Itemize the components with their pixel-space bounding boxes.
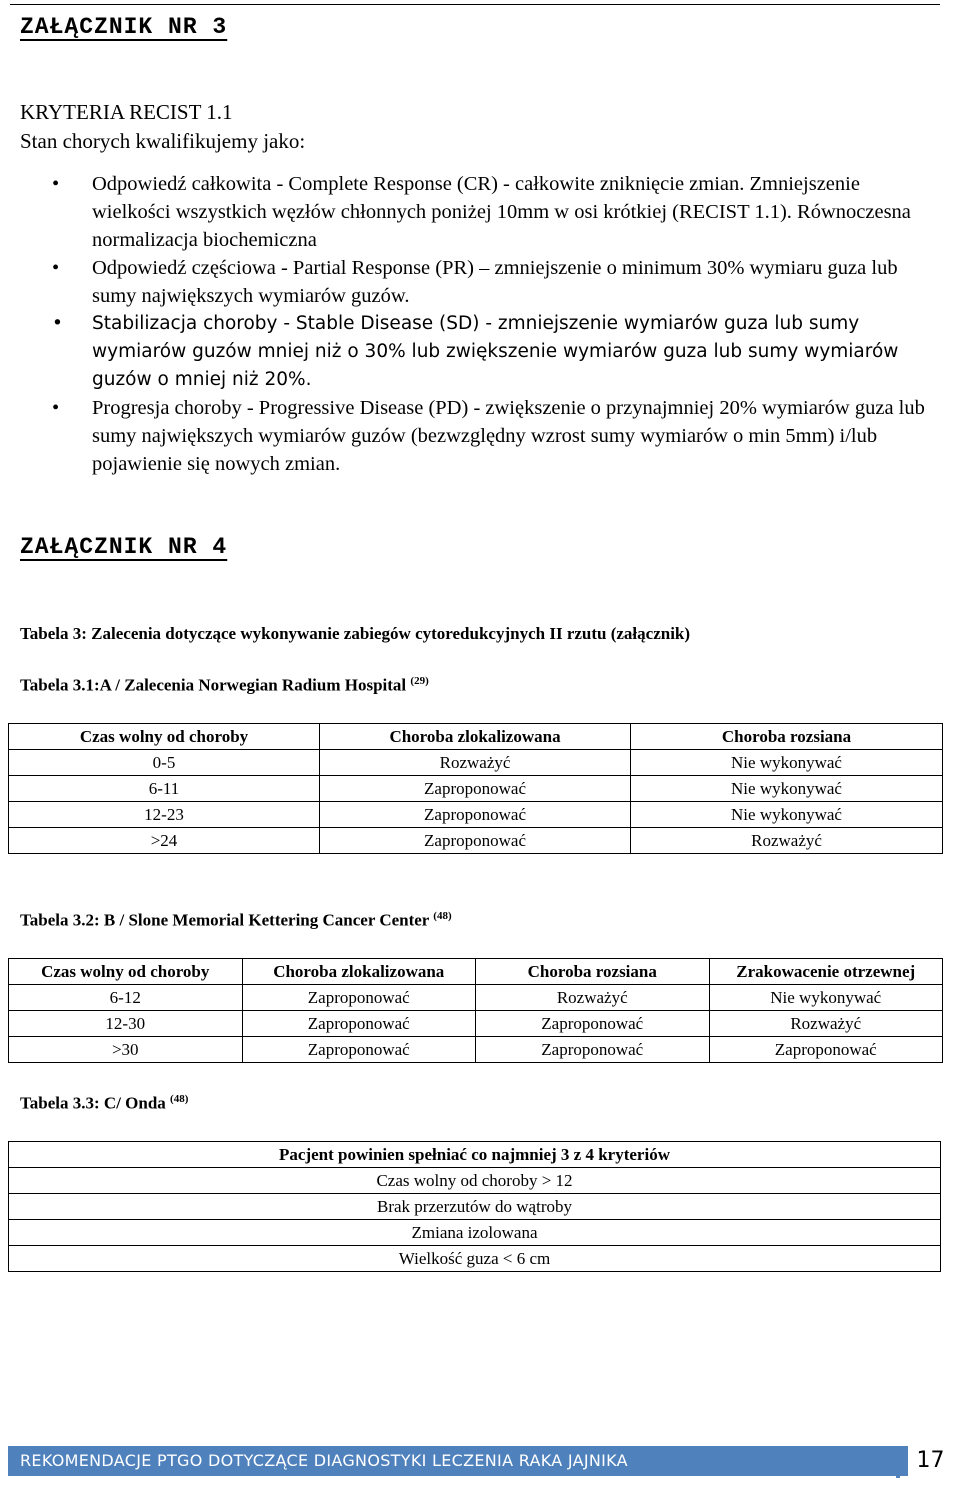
table-31-ref: (29): [410, 675, 429, 687]
column-header: Choroba zlokalizowana: [242, 959, 476, 985]
table-header-row: [9, 959, 943, 985]
list-item: [0, 394, 940, 478]
table-cell: Nie wykonywać: [631, 750, 943, 776]
table-cell: Zaproponować: [242, 985, 476, 1011]
column-header: Choroba rozsiana: [631, 724, 943, 750]
table-cell: Wielkość guza < 6 cm: [9, 1246, 941, 1272]
footer-divider: [896, 1446, 900, 1478]
annex-3-title: ZAŁĄCZNIK NR 3: [20, 14, 228, 40]
table-row: [9, 750, 943, 776]
footer-bar: REKOMENDACJE PTGO DOTYCZĄCE DIAGNOSTYKI LECZENIA RAKA JAJNIKA: [8, 1446, 908, 1476]
table-31: [8, 723, 943, 854]
table-cell: Zaproponować: [320, 828, 631, 854]
bullet-icon: •: [52, 397, 60, 419]
table-cell: 6-12: [9, 985, 243, 1011]
table-cell: >30: [9, 1037, 243, 1063]
table-cell: 12-30: [9, 1011, 243, 1037]
table-33-ref: (48): [170, 1093, 189, 1105]
table-32-caption-text: Tabela 3.2: B / Slone Memorial Kettering Cancer Center: [20, 910, 430, 930]
table-cell: Rozważyć: [320, 750, 631, 776]
column-header: Czas wolny od choroby: [9, 724, 320, 750]
table-cell: Zaproponować: [320, 802, 631, 828]
table-row: [9, 985, 943, 1011]
column-header: Choroba zlokalizowana: [320, 724, 631, 750]
bullet-icon: •: [52, 257, 60, 279]
table-cell: Zaproponować: [320, 776, 631, 802]
table-cell: Zaproponować: [709, 1037, 943, 1063]
table-row: [9, 828, 943, 854]
table-cell: >24: [9, 828, 320, 854]
bullet-icon: •: [52, 313, 63, 334]
table-header-row: [9, 724, 943, 750]
table-cell: Zaproponować: [476, 1037, 710, 1063]
column-header: Zrakowacenie otrzewnej: [709, 959, 943, 985]
intro-text: Stan chorych kwalifikujemy jako:: [20, 129, 306, 153]
table-3-caption: Tabela 3: Zalecenia dotyczące wykonywanie zabiegów cytoredukcyjnych II rzutu (załącznik): [20, 624, 691, 643]
table-cell: Czas wolny od choroby > 12: [9, 1168, 941, 1194]
table-header-row: [9, 1142, 941, 1168]
table-cell: Rozważyć: [476, 985, 710, 1011]
criterion-cr: Odpowiedź całkowita - Complete Response (CR) - całkowite zniknięcie zmian. Zmniejszenie wielkości wszystkich węzłów chłonnych poniżej 10mm w osi krótkiej (RECIST 1.1). Równoczesna normalizacja biochemiczna: [92, 173, 911, 251]
table-cell: Nie wykonywać: [631, 776, 943, 802]
list-item: [0, 254, 940, 310]
table-row: [9, 1220, 941, 1246]
table-33-caption-text: Tabela 3.3: C/ Onda: [20, 1093, 166, 1113]
recist-criteria-list: [0, 170, 940, 478]
table-32-caption: [20, 910, 452, 931]
table-cell: 12-23: [9, 802, 320, 828]
table-cell: Nie wykonywać: [631, 802, 943, 828]
column-header: Pacjent powinien spełniać co najmniej 3 z 4 kryteriów: [9, 1142, 941, 1168]
table-cell: 0-5: [9, 750, 320, 776]
table-row: [9, 776, 943, 802]
table-cell: Zaproponować: [242, 1011, 476, 1037]
table-32-ref: (48): [433, 910, 452, 922]
table-cell: Zaproponować: [476, 1011, 710, 1037]
table-row: [9, 802, 943, 828]
table-31-caption-text: Tabela 3.1:A / Zalecenia Norwegian Radium Hospital: [20, 675, 407, 695]
criterion-pr: Odpowiedź częściowa - Partial Response (PR) – zmniejszenie o minimum 30% wymiaru guza lub sumy największych wymiarów guzów.: [92, 257, 898, 307]
column-header: Czas wolny od choroby: [9, 959, 243, 985]
table-cell: Rozważyć: [631, 828, 943, 854]
table-row: [9, 1194, 941, 1220]
table-row: [9, 1246, 941, 1272]
table-32: [8, 958, 943, 1063]
recist-title: KRYTERIA RECIST 1.1: [20, 100, 233, 124]
list-item: [0, 170, 940, 254]
table-33: [8, 1141, 941, 1272]
table-31-caption: [20, 675, 429, 696]
annex-4-title: ZAŁĄCZNIK NR 4: [20, 534, 228, 560]
top-rule: [10, 4, 940, 5]
criterion-sd: Stabilizacja choroby - Stable Disease (SD) - zmniejszenie wymiarów guza lub sumy wymiarów guzów mniej niż o 30% lub zwiększenie wymiarów guza lub sumy wymiarów guzów o mniej niż 20%.: [92, 313, 899, 390]
table-cell: Zmiana izolowana: [9, 1220, 941, 1246]
table-row: [9, 1037, 943, 1063]
table-33-caption: [20, 1093, 188, 1114]
table-cell: 6-11: [9, 776, 320, 802]
bullet-icon: •: [52, 173, 60, 195]
table-cell: Rozważyć: [709, 1011, 943, 1037]
table-cell: Zaproponować: [242, 1037, 476, 1063]
page-number: 17: [916, 1448, 945, 1473]
column-header: Choroba rozsiana: [476, 959, 710, 985]
table-cell: Brak przerzutów do wątroby: [9, 1194, 941, 1220]
table-row: [9, 1011, 943, 1037]
list-item: [0, 310, 940, 394]
table-row: [9, 1168, 941, 1194]
criterion-pd: Progresja choroby - Progressive Disease (PD) - zwiększenie o przynajmniej 20% wymiarów guza lub sumy największych wymiarów guzów (bezwzględny wzrost sumy wymiarów o min 5mm) i/lub pojawienie się nowych zmian.: [92, 397, 925, 475]
table-cell: Nie wykonywać: [709, 985, 943, 1011]
